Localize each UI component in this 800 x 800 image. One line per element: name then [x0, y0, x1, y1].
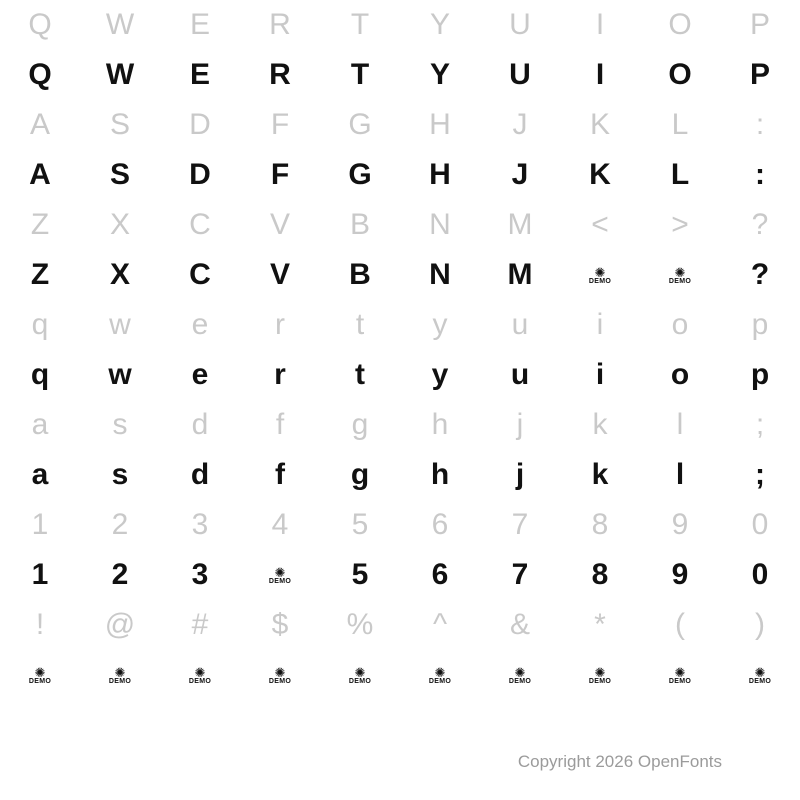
glyph-cell: r: [275, 308, 285, 341]
demo-label: DEMO: [268, 577, 292, 585]
demo-watermark-icon: [640, 650, 720, 700]
glyph-cell: a: [31, 408, 49, 441]
glyph-cell: U: [509, 58, 531, 91]
leaf-icon: ✺: [594, 664, 606, 680]
glyph-cell: K: [589, 108, 610, 141]
leaf-icon: ✺: [194, 664, 206, 680]
glyph-cell: C: [189, 208, 211, 241]
glyph-cell: u: [511, 308, 529, 341]
glyph-cell: s: [111, 458, 129, 491]
glyph-cell: F: [270, 158, 290, 191]
glyph-cell: D: [189, 158, 211, 191]
demo-watermark-icon: [480, 650, 560, 700]
glyph-cell: Q: [28, 58, 52, 91]
glyph-cell: t: [355, 358, 365, 391]
demo-label: DEMO: [348, 677, 372, 685]
demo-label: DEMO: [428, 677, 452, 685]
demo-label: DEMO: [508, 677, 532, 685]
glyph-cell: 1: [31, 508, 49, 541]
glyph-cell: i: [596, 308, 604, 341]
glyph-cell: U: [509, 8, 531, 41]
demo-label: DEMO: [188, 677, 212, 685]
glyph-cell: I: [595, 8, 605, 41]
glyph-cell: y: [432, 308, 448, 341]
glyph-cell: l: [676, 408, 684, 441]
glyph-cell: o: [670, 358, 690, 391]
demo-watermark-icon: [640, 250, 720, 300]
glyph-cell: A: [29, 158, 51, 191]
glyph-cell: T: [350, 58, 370, 91]
demo-label: DEMO: [268, 677, 292, 685]
leaf-icon: ✺: [674, 264, 686, 280]
glyph-cell: 9: [671, 508, 689, 541]
glyph-cell: p: [751, 308, 769, 341]
glyph-cell: 1: [31, 558, 49, 591]
glyph-cell: o: [671, 308, 689, 341]
glyph-cell: R: [269, 58, 291, 91]
glyph-cell: W: [105, 8, 135, 41]
glyph-cell: V: [269, 258, 290, 291]
glyph-cell: 0: [751, 558, 769, 591]
glyph-cell: q: [30, 358, 50, 391]
demo-watermark-icon: [240, 550, 320, 600]
glyph-cell: u: [510, 358, 530, 391]
glyph-cell: A: [29, 108, 50, 141]
glyph-cell: &: [509, 608, 530, 641]
glyph-cell: O: [668, 8, 692, 41]
glyph-cell: w: [108, 358, 132, 391]
glyph-cell: s: [112, 408, 128, 441]
leaf-icon: ✺: [754, 664, 766, 680]
copyright-notice: Copyright 2026 OpenFonts: [517, 752, 722, 771]
glyph-cell: X: [109, 208, 130, 241]
glyph-cell: r: [274, 358, 286, 391]
glyph-cell: R: [269, 8, 291, 41]
glyph-cell: ^: [432, 608, 448, 641]
glyph-cell: 9: [671, 558, 689, 591]
glyph-cell: 6: [431, 558, 449, 591]
demo-label: DEMO: [588, 277, 612, 285]
glyph-cell: 5: [351, 558, 369, 591]
glyph-cell: Q: [28, 8, 52, 41]
leaf-icon: ✺: [594, 264, 606, 280]
demo-watermark-icon: [560, 250, 640, 300]
demo-watermark-icon: [400, 650, 480, 700]
leaf-icon: ✺: [114, 664, 126, 680]
glyph-cell: I: [595, 58, 605, 91]
glyph-cell: E: [189, 8, 210, 41]
glyph-cell: W: [105, 58, 135, 91]
glyph-cell: $: [271, 608, 289, 641]
glyph-cell: N: [429, 208, 451, 241]
glyph-cell: h: [431, 408, 449, 441]
glyph-cell: P: [749, 8, 770, 41]
glyph-cell: 5: [351, 508, 369, 541]
leaf-icon: ✺: [274, 564, 286, 580]
glyph-cell: h: [430, 458, 450, 491]
glyph-cell: P: [749, 58, 770, 91]
glyph-cell: J: [511, 158, 529, 191]
glyph-cell: e: [191, 308, 209, 341]
glyph-cell: Y: [429, 8, 450, 41]
glyph-cell: :: [755, 158, 765, 191]
glyph-cell: a: [31, 458, 49, 491]
glyph-cell: j: [515, 458, 525, 491]
glyph-cell: E: [189, 58, 210, 91]
glyph-cell: 6: [431, 508, 449, 541]
demo-watermark-icon: [240, 650, 320, 700]
glyph-cell: 4: [271, 508, 289, 541]
glyph-cell: y: [431, 358, 449, 391]
glyph-cell: D: [189, 108, 211, 141]
glyph-cell: f: [275, 458, 285, 491]
glyph-cell: B: [349, 208, 370, 241]
glyph-cell: (: [675, 608, 685, 641]
demo-watermark-icon: [320, 650, 400, 700]
leaf-icon: ✺: [34, 664, 46, 680]
demo-watermark-icon: [560, 650, 640, 700]
glyph-cell: T: [350, 8, 370, 41]
demo-label: DEMO: [668, 677, 692, 685]
glyph-cell: G: [348, 108, 372, 141]
glyph-cell: 3: [191, 508, 209, 541]
glyph-cell: 2: [111, 508, 129, 541]
demo-label: DEMO: [668, 277, 692, 285]
glyph-cell: ?: [751, 208, 769, 241]
demo-watermark-icon: [80, 650, 160, 700]
glyph-cell: Y: [429, 58, 450, 91]
glyph-cell: k: [591, 458, 609, 491]
glyph-cell: >: [671, 208, 689, 241]
glyph-cell: p: [750, 358, 770, 391]
glyph-cell: 8: [591, 558, 609, 591]
glyph-cell: %: [346, 608, 374, 641]
glyph-cell: !: [35, 608, 45, 641]
glyph-cell: S: [109, 158, 130, 191]
demo-watermark-icon: [0, 650, 80, 700]
glyph-cell: V: [269, 208, 290, 241]
glyph-cell: k: [592, 408, 608, 441]
glyph-cell: :: [755, 108, 765, 141]
demo-watermark-icon: [160, 650, 240, 700]
glyph-cell: M: [507, 258, 533, 291]
glyph-cell: ;: [755, 408, 765, 441]
glyph-cell: F: [270, 108, 290, 141]
demo-watermark-icon: [720, 650, 800, 700]
glyph-cell: 0: [751, 508, 769, 541]
glyph-cell: J: [512, 108, 528, 141]
glyph-cell: 7: [511, 508, 529, 541]
demo-label: DEMO: [108, 677, 132, 685]
glyph-cell: N: [429, 258, 451, 291]
glyph-cell: 2: [111, 558, 129, 591]
glyph-cell: w: [109, 308, 131, 341]
glyph-cell: g: [351, 408, 369, 441]
glyph-cell: O: [668, 58, 692, 91]
glyph-cell: <: [591, 208, 609, 241]
glyph-cell: q: [31, 308, 49, 341]
glyph-cell: #: [191, 608, 209, 641]
glyph-cell: t: [355, 308, 365, 341]
glyph-cell: H: [429, 108, 451, 141]
glyph-cell: Z: [30, 208, 50, 241]
glyph-cell: ?: [750, 258, 770, 291]
glyph-cell: M: [507, 208, 533, 241]
leaf-icon: ✺: [434, 664, 446, 680]
leaf-icon: ✺: [674, 664, 686, 680]
glyph-cell: Z: [30, 258, 50, 291]
glyph-cell: e: [191, 358, 209, 391]
glyph-cell: j: [516, 408, 524, 441]
glyph-cell: 7: [511, 558, 529, 591]
glyph-cell: g: [350, 458, 370, 491]
demo-label: DEMO: [588, 677, 612, 685]
glyph-cell: S: [109, 108, 130, 141]
glyph-cell: L: [671, 108, 689, 141]
glyph-cell: l: [675, 458, 685, 491]
glyph-cell: i: [595, 358, 605, 391]
glyph-cell: G: [348, 158, 372, 191]
demo-label: DEMO: [28, 677, 52, 685]
glyph-cell: 8: [591, 508, 609, 541]
glyph-cell: d: [191, 408, 209, 441]
demo-label: DEMO: [748, 677, 772, 685]
glyph-cell: ;: [755, 458, 765, 491]
glyph-cell: @: [104, 608, 136, 641]
glyph-cell: ): [755, 608, 765, 641]
glyph-cell: d: [190, 458, 210, 491]
leaf-icon: ✺: [274, 664, 286, 680]
glyph-cell: C: [189, 258, 211, 291]
glyph-cell: *: [594, 608, 606, 641]
leaf-icon: ✺: [354, 664, 366, 680]
glyph-cell: f: [275, 408, 285, 441]
glyph-cell: L: [670, 158, 690, 191]
glyph-cell: H: [429, 158, 451, 191]
leaf-icon: ✺: [514, 664, 526, 680]
glyph-cell: 3: [191, 558, 209, 591]
glyph-cell: K: [589, 158, 611, 191]
glyph-cell: X: [109, 258, 130, 291]
glyph-cell: B: [349, 258, 371, 291]
